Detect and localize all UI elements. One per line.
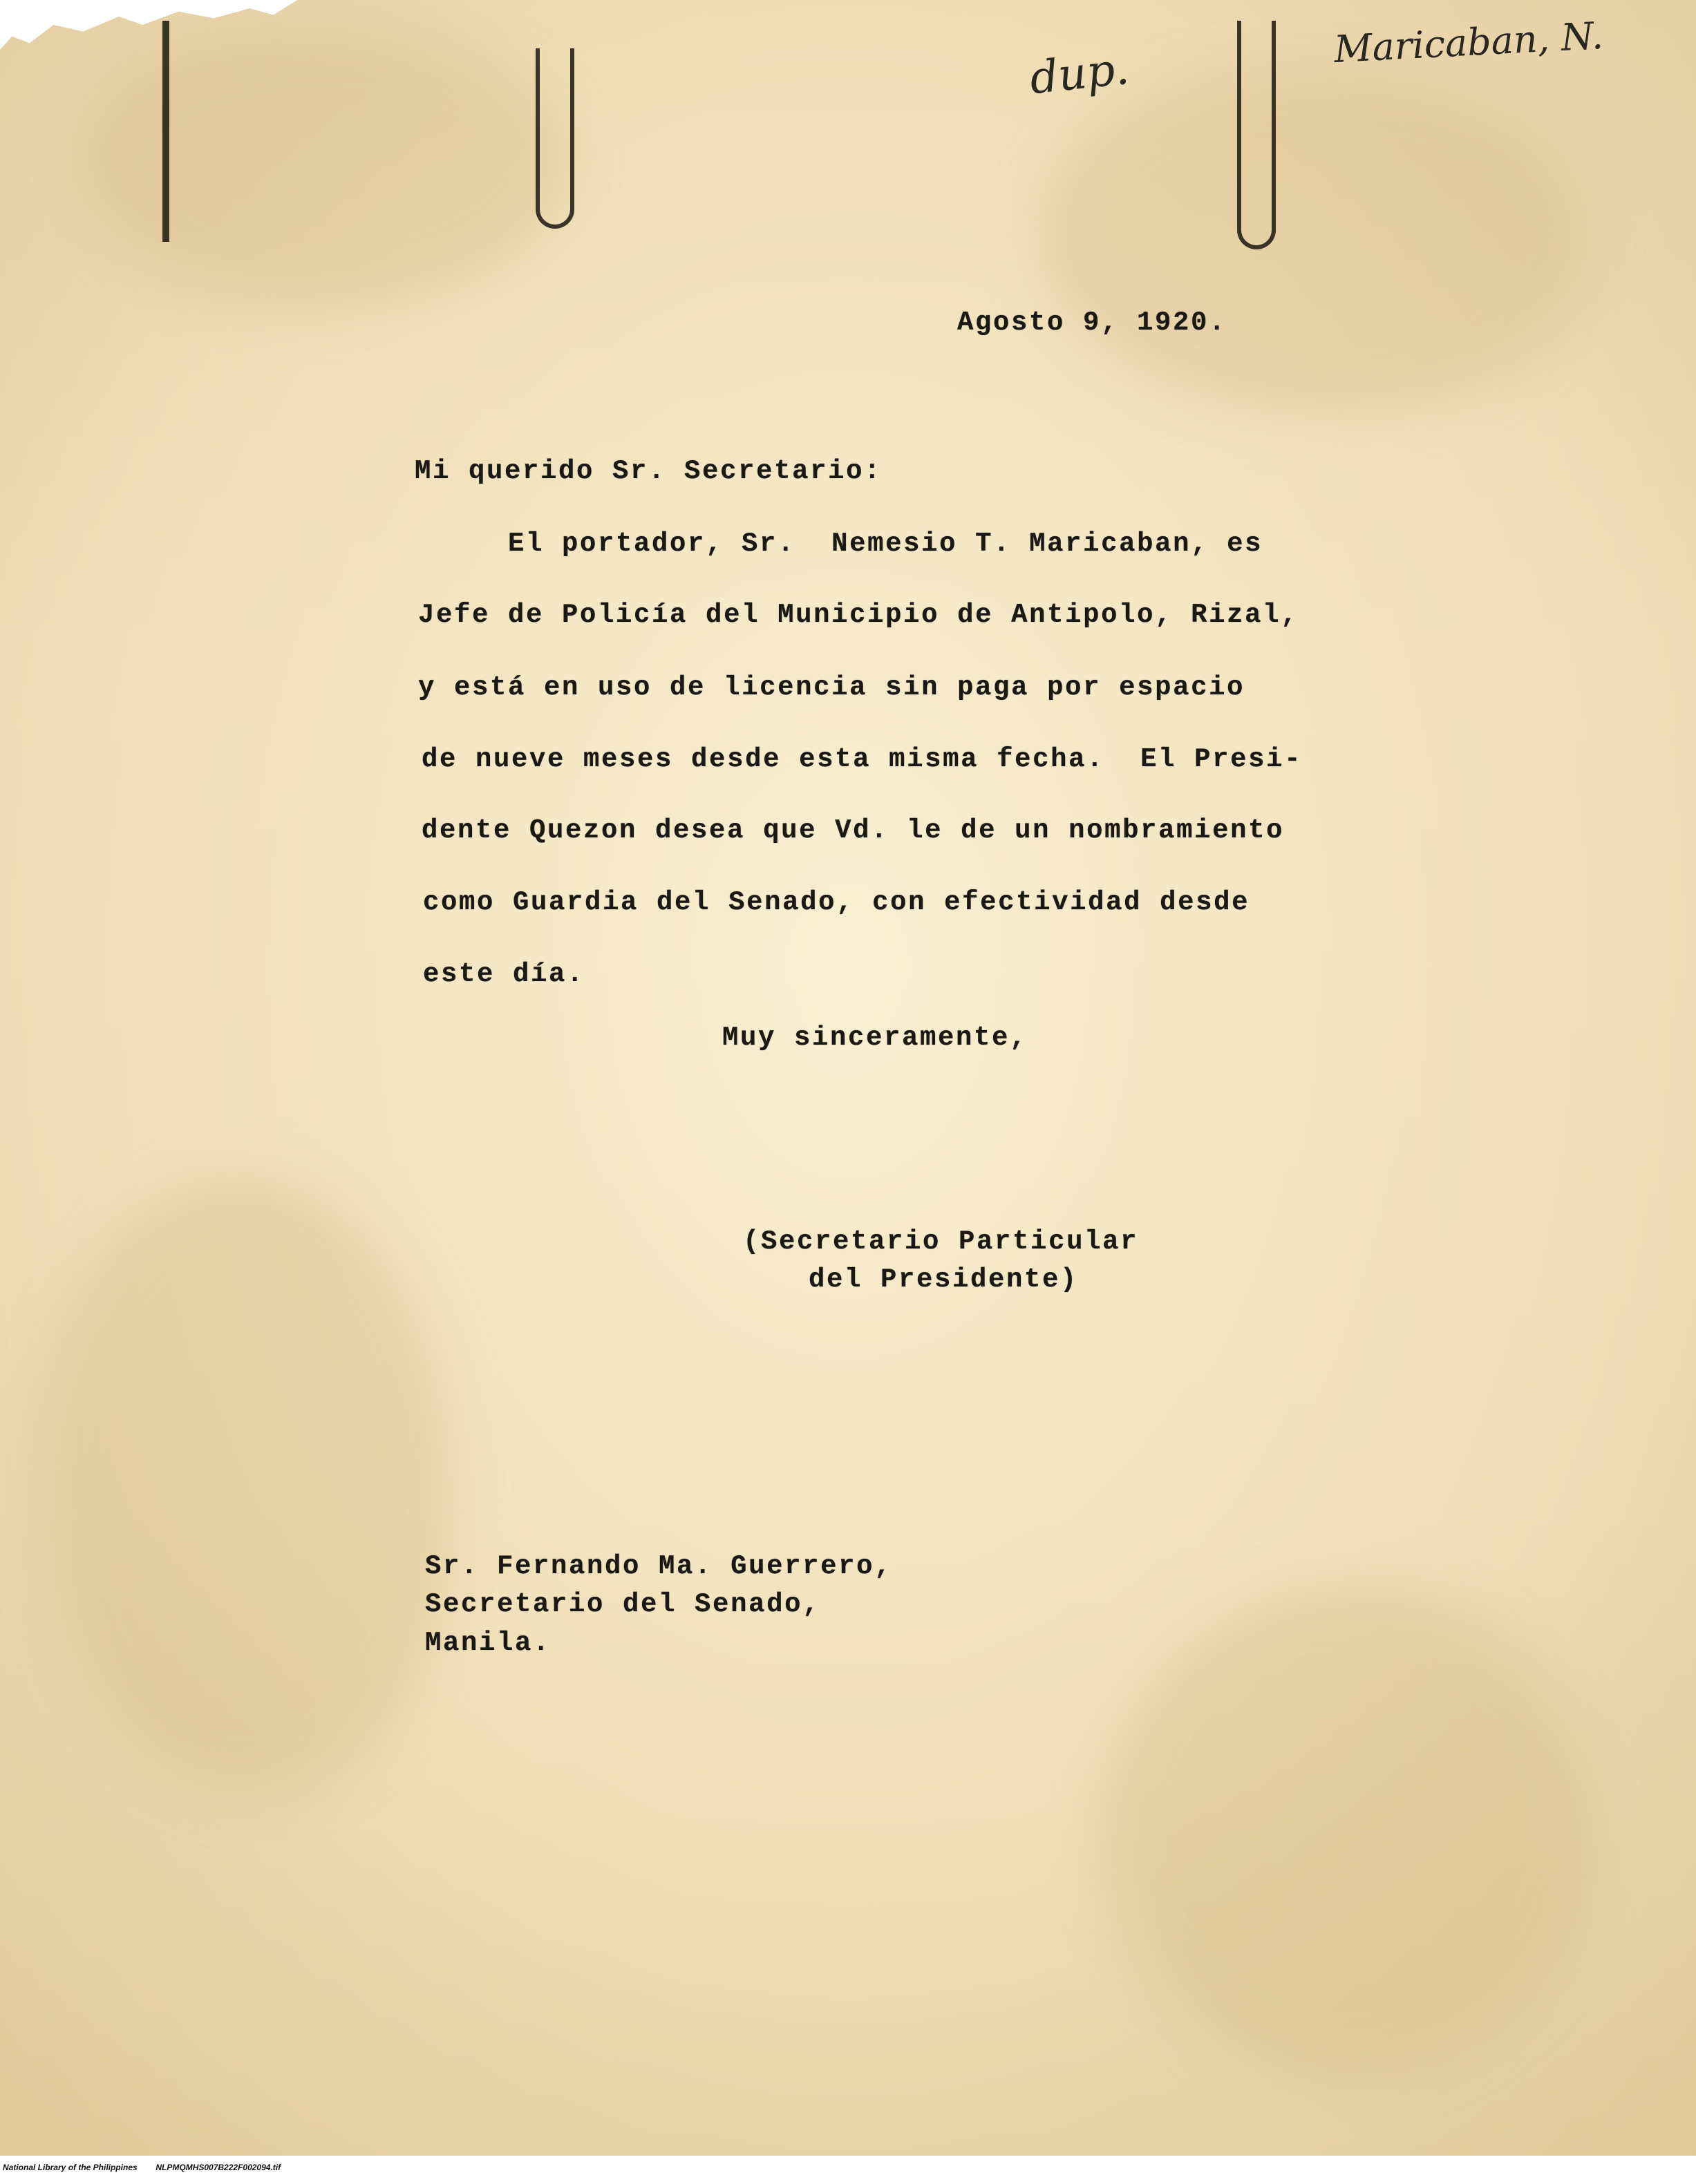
paper-stain bbox=[41, 1175, 456, 1796]
paper-stain bbox=[1037, 69, 1590, 415]
body-line: El portador, Sr. Nemesio T. Maricaban, es bbox=[508, 529, 1263, 559]
recipient-line: Secretario del Senado, bbox=[425, 1589, 821, 1620]
archive-name: National Library of the Philippines bbox=[3, 2163, 138, 2172]
handwritten-dup-note: dup. bbox=[1027, 43, 1131, 105]
body-line: de nueve meses desde esta misma fecha. El Presi- bbox=[422, 744, 1303, 775]
letter-date: Agosto 9, 1920. bbox=[957, 307, 1227, 338]
body-line: como Guardia del Senado, con efectividad desde bbox=[423, 887, 1250, 918]
fastener-mark bbox=[536, 48, 574, 229]
signature-title-line: del Presidente) bbox=[809, 1264, 1079, 1295]
body-line: Jefe de Policía del Municipio de Antipolo, Rizal, bbox=[418, 600, 1299, 630]
letter-closing: Muy sinceramente, bbox=[722, 1023, 1028, 1053]
letter-salutation: Mi querido Sr. Secretario: bbox=[415, 456, 883, 486]
paper-stain bbox=[83, 28, 567, 304]
handwritten-name-note: Maricaban, N. bbox=[1332, 13, 1605, 72]
fastener-mark bbox=[1237, 21, 1276, 249]
archive-filename: NLPMQMHS007B222F002094.tif bbox=[156, 2163, 281, 2172]
signature-title-line: (Secretario Particular bbox=[743, 1226, 1139, 1257]
paper-stain bbox=[1106, 1589, 1590, 2073]
recipient-line: Sr. Fernando Ma. Guerrero, bbox=[425, 1551, 893, 1582]
body-line: dente Quezon desea que Vd. le de un nombramiento bbox=[422, 815, 1285, 846]
archive-footer bbox=[3, 2163, 281, 2172]
fastener-mark bbox=[162, 21, 200, 242]
recipient-line: Manila. bbox=[425, 1628, 552, 1658]
body-line: y está en uso de licencia sin paga por espacio bbox=[418, 672, 1245, 703]
body-line: este día. bbox=[423, 959, 585, 989]
